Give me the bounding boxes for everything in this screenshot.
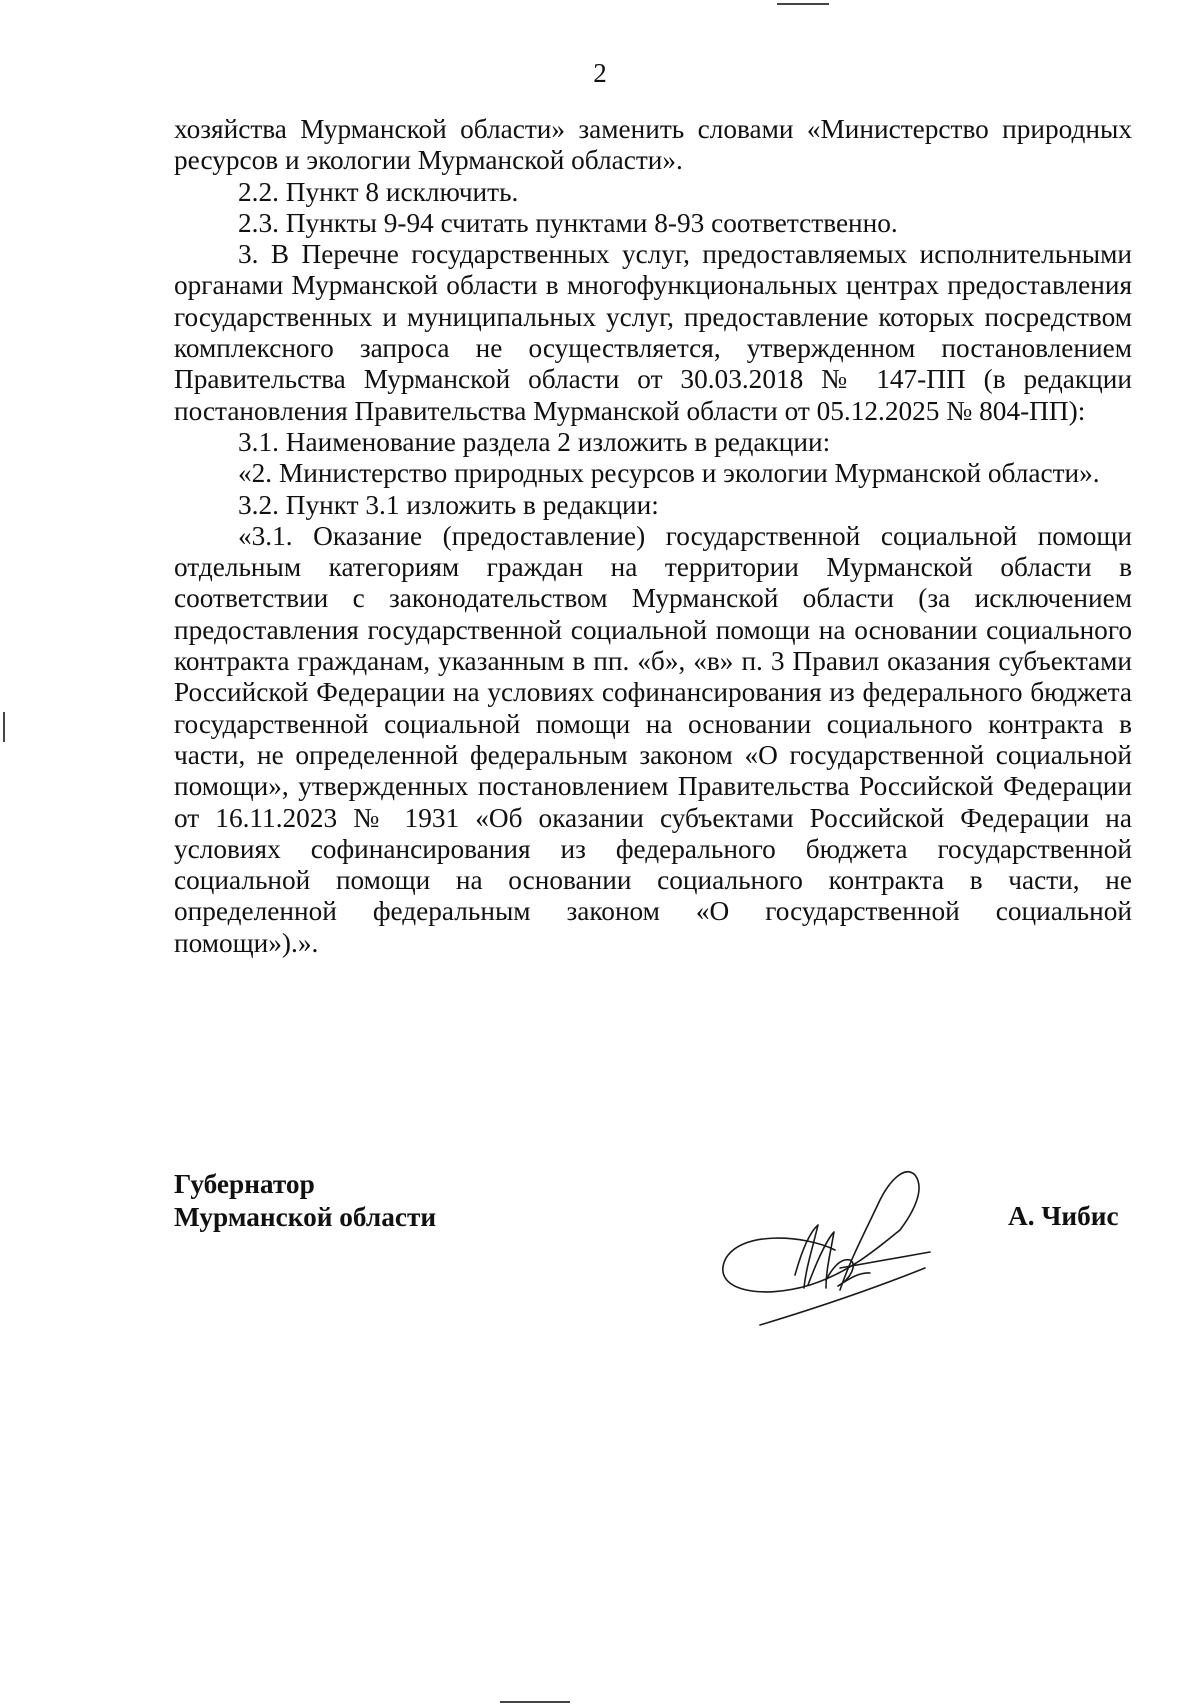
paragraph-2-3: 2.3. Пункты 9-94 считать пунктами 8-93 соответственно.	[238, 207, 898, 238]
paragraph-section-2-name: «2. Министерство природных ресурсов и экологии Мурманской области».	[238, 458, 1100, 489]
paragraph-3-1: 3.1. Наименование раздела 2 изложить в редакции:	[238, 426, 831, 457]
paragraph-continuation: хозяйства Мурманской области» заменить словами «Министерство природных ресурсов и экологии Мурманской области».	[174, 114, 1132, 176]
signatory-position-line1: Губернатор	[174, 1169, 315, 1199]
paragraph-item-3-1: «3.1. Оказание (предоставление) государственной социальной помощи отдельным категориям граждан на территории Мурманской области в соответствии с законодательством Мурманской области (за исключением предоставления государственной социальной помощи на основании социального контракта гражданам, указанным в пп. «б», «в» п. 3 Правил оказания субъектами Российской Федерации на условиях софинансирования из федерального бюджета государственной социальной помощи на основании социального контракта в части, не определенной федеральным законом «О государственной социальной помощи», утвержденных постановлением Правительства Российской Федерации от 16.11.2023 № 1931 «Об оказании субъектами Российской Федерации на условиях софинансирования из федерального бюджета государственной социальной помощи на основании социального контракта в части, не определенной федеральным законом «О государственной социальной помощи»).».	[174, 520, 1132, 958]
signatory-position-line2: Мурманской области	[174, 1202, 437, 1232]
page-number: 2	[593, 58, 607, 88]
scan-edge-mark-left	[3, 712, 5, 742]
scan-edge-mark-top	[777, 3, 829, 5]
paragraph-3-2: 3.2. Пункт 3.1 изложить в редакции:	[238, 489, 659, 520]
signer-name: А. Чибис	[1008, 1201, 1119, 1231]
signatory-position	[174, 1168, 436, 1234]
paragraph-3: 3. В Перечне государственных услуг, предоставляемых исполнительными органами Мурманской области в многофункциональных центрах предоставления государственных и муниципальных услуг, предоставление которых посредством комплексного запроса не осуществляется, утвержденном постановлением Правительства Мурманской области от 30.03.2018 № 147-ПП (в редакции постановления Правительства Мурманской области от 05.12.2025 № 804-ПП):	[174, 239, 1132, 426]
document-body	[174, 114, 1132, 959]
handwritten-signature	[700, 1140, 960, 1360]
scan-edge-mark-bottom	[500, 1701, 570, 1703]
paragraph-2-2: 2.2. Пункт 8 исключить.	[238, 176, 519, 207]
